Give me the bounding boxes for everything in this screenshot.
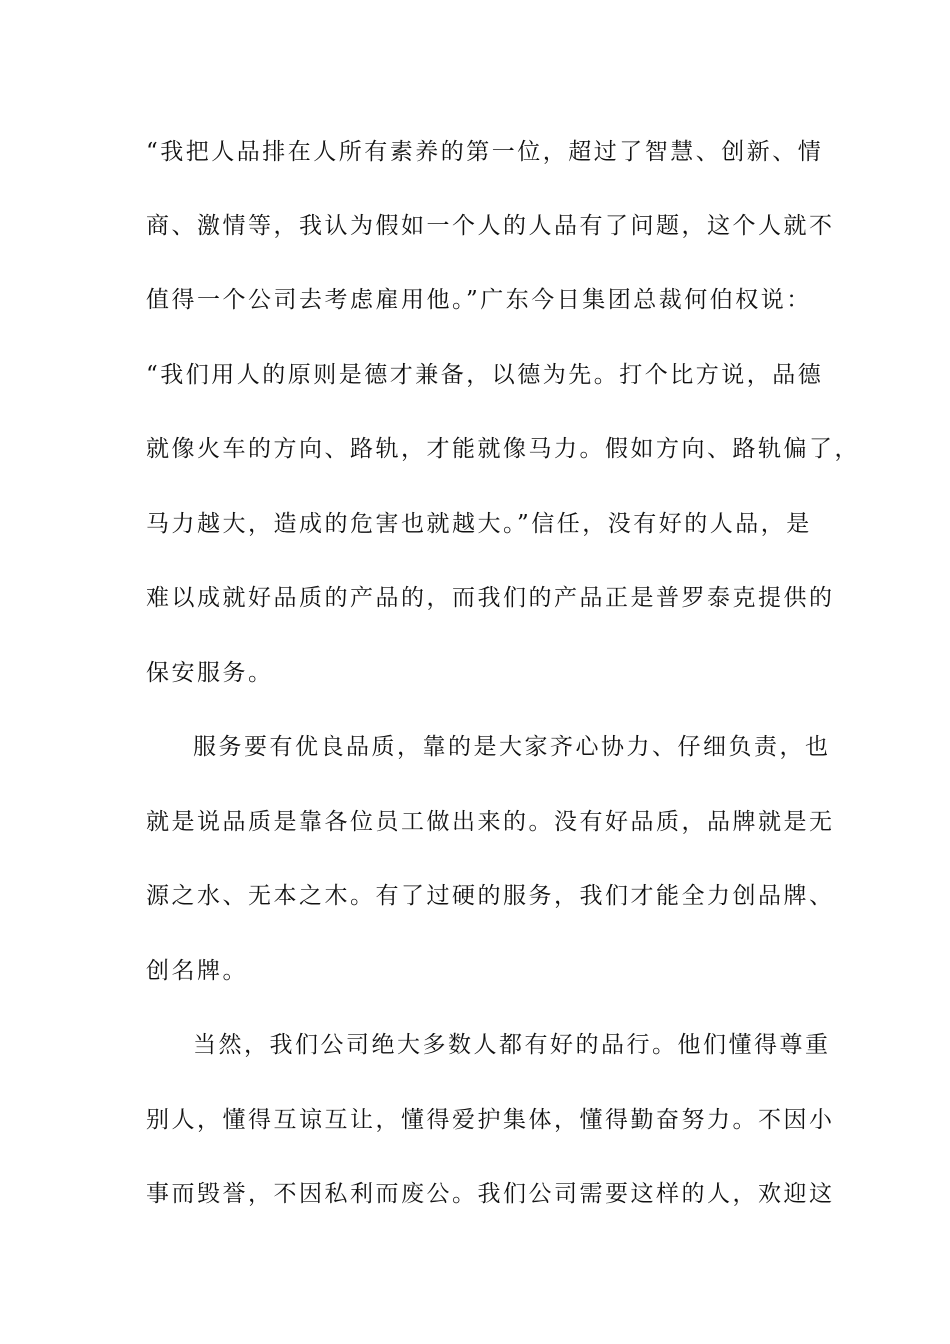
text-line: “我们用人的原则是德才兼备，以德为先。打个比方说，品德 xyxy=(146,362,824,388)
text-line: 创名牌。 xyxy=(146,958,248,984)
text-line: 难以成就好品质的产品的，而我们的产品正是普罗泰克提供的 xyxy=(146,585,835,611)
text-line: 源之水、无本之木。有了过硬的服务，我们才能全力创品牌、 xyxy=(146,883,835,909)
text-line: 商、激情等，我认为假如一个人的人品有了问题，这个人就不 xyxy=(146,213,835,239)
paragraph-first-line: 服务要有优良品质，靠的是大家齐心协力、仔细负责，也 xyxy=(193,734,831,760)
text-line: 别人，懂得互谅互让，懂得爱护集体，懂得勤奋努力。不因小 xyxy=(146,1107,835,1133)
paragraph-first-line: 当然，我们公司绝大多数人都有好的品行。他们懂得尊重 xyxy=(193,1032,831,1058)
text-line: 保安服务。 xyxy=(146,660,274,686)
text-line: 值得一个公司去考虑雇用他。”广东今日集团总裁何伯权说： xyxy=(146,287,812,313)
text-line: 事而毁誉，不因私利而废公。我们公司需要这样的人，欢迎这 xyxy=(146,1181,835,1207)
text-line: “我把人品排在人所有素养的第一位，超过了智慧、创新、情 xyxy=(146,139,824,165)
text-line: 就像火车的方向、路轨，才能就像马力。假如方向、路轨偏了， xyxy=(146,436,860,462)
text-line: 就是说品质是靠各位员工做出来的。没有好品质，品牌就是无 xyxy=(146,809,835,835)
text-line: 马力越大，造成的危害也就越大。”信任，没有好的人品，是 xyxy=(146,511,812,537)
